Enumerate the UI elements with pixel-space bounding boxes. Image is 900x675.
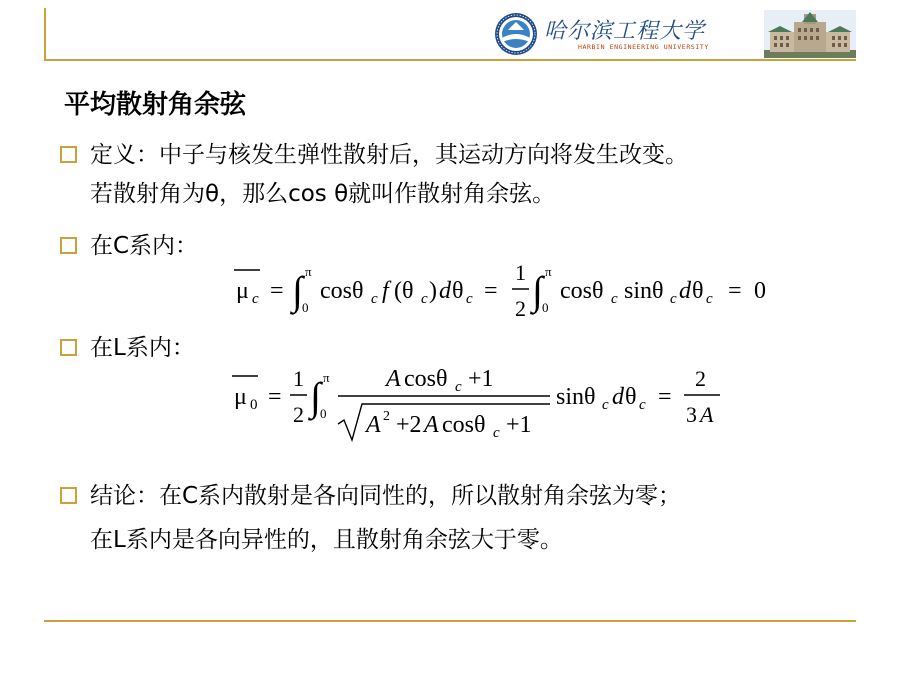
svg-text:0: 0	[250, 397, 258, 413]
svg-text:(θ: (θ	[394, 278, 414, 304]
svg-text:c: c	[466, 291, 473, 307]
university-seal-icon	[494, 12, 538, 56]
svg-text:θ: θ	[692, 278, 704, 304]
svg-text:0: 0	[542, 300, 549, 315]
svg-text:1: 1	[515, 260, 526, 285]
svg-text:1: 1	[293, 366, 304, 391]
svg-text:+1: +1	[506, 412, 532, 438]
svg-text:cosθ: cosθ	[404, 366, 448, 392]
svg-text:=: =	[268, 384, 282, 410]
slide-title: 平均散射角余弦	[64, 90, 247, 120]
svg-text:2: 2	[515, 296, 526, 321]
svg-text:2: 2	[383, 409, 390, 424]
conclusion-line-1: 结论：在C系内散射是各向同性的，所以散射角余弦为零；	[90, 483, 682, 509]
svg-text:θ: θ	[452, 278, 464, 304]
svg-text:c: c	[371, 291, 378, 307]
svg-text:cosθ: cosθ	[442, 412, 486, 438]
svg-text:∫: ∫	[292, 268, 303, 313]
svg-text:A: A	[424, 412, 439, 438]
svg-text:μ: μ	[234, 384, 247, 410]
svg-text:=: =	[484, 278, 498, 304]
svg-text:cosθ: cosθ	[560, 278, 604, 304]
svg-text:0: 0	[302, 300, 309, 315]
footer-divider	[44, 620, 856, 622]
svg-text:d: d	[439, 278, 451, 304]
svg-text:sinθ: sinθ	[556, 384, 596, 410]
svg-text:c: c	[706, 291, 713, 307]
svg-text:): )	[429, 278, 437, 304]
svg-text:c: c	[639, 397, 646, 413]
svg-text:π: π	[305, 264, 312, 279]
bullet-square-icon	[60, 146, 77, 163]
l-system-equation	[226, 362, 746, 446]
svg-text:c: c	[670, 291, 677, 307]
svg-text:2: 2	[695, 366, 706, 391]
svg-text:π: π	[545, 264, 552, 279]
svg-text:d: d	[612, 384, 624, 410]
svg-text:0: 0	[754, 278, 766, 304]
svg-text:∫: ∫	[310, 374, 321, 419]
header-vertical-rule	[44, 8, 46, 60]
l-system-label: 在L系内：	[90, 335, 195, 361]
svg-text:c: c	[455, 379, 462, 395]
svg-text:sinθ: sinθ	[624, 278, 664, 304]
svg-text:d: d	[679, 278, 691, 304]
bullet-square-icon	[60, 339, 77, 356]
svg-text:μ: μ	[236, 278, 249, 304]
svg-text:c: c	[421, 291, 428, 307]
campus-building-image	[764, 10, 856, 58]
svg-text:c: c	[611, 291, 618, 307]
svg-text:+2: +2	[396, 412, 422, 438]
c-system-label: 在C系内：	[90, 233, 199, 259]
university-name-en: HARBIN ENGINEERING UNIVERSITY	[578, 43, 709, 51]
conclusion-line-2: 在L系内是各向异性的，且散射角余弦大于零。	[90, 527, 563, 553]
svg-text:cosθ: cosθ	[320, 278, 364, 304]
svg-text:A: A	[386, 366, 401, 392]
bullet-square-icon	[60, 487, 77, 504]
definition-line-2: 若散射角为θ，那么cos θ就叫作散射角余弦。	[90, 181, 556, 207]
university-name-cn: 哈尔滨工程大学	[544, 19, 706, 44]
svg-text:π: π	[323, 370, 330, 385]
svg-text:c: c	[602, 397, 609, 413]
svg-text:=: =	[658, 384, 672, 410]
svg-text:=: =	[728, 278, 742, 304]
svg-text:3: 3	[686, 402, 697, 427]
svg-text:+1: +1	[468, 366, 494, 392]
svg-text:f: f	[382, 278, 389, 304]
svg-text:=: =	[270, 278, 284, 304]
svg-text:c: c	[493, 425, 500, 441]
c-system-equation	[228, 258, 788, 322]
svg-text:2: 2	[293, 402, 304, 427]
svg-text:0: 0	[320, 406, 327, 421]
definition-line-1: 定义：中子与核发生弹性散射后，其运动方向将发生改变。	[90, 142, 688, 168]
svg-text:A: A	[366, 412, 381, 438]
svg-text:A: A	[700, 402, 714, 427]
svg-text:c: c	[252, 291, 259, 307]
header-divider	[44, 59, 856, 61]
bullet-square-icon	[60, 237, 77, 254]
svg-text:θ: θ	[625, 384, 637, 410]
svg-text:∫: ∫	[532, 268, 543, 313]
